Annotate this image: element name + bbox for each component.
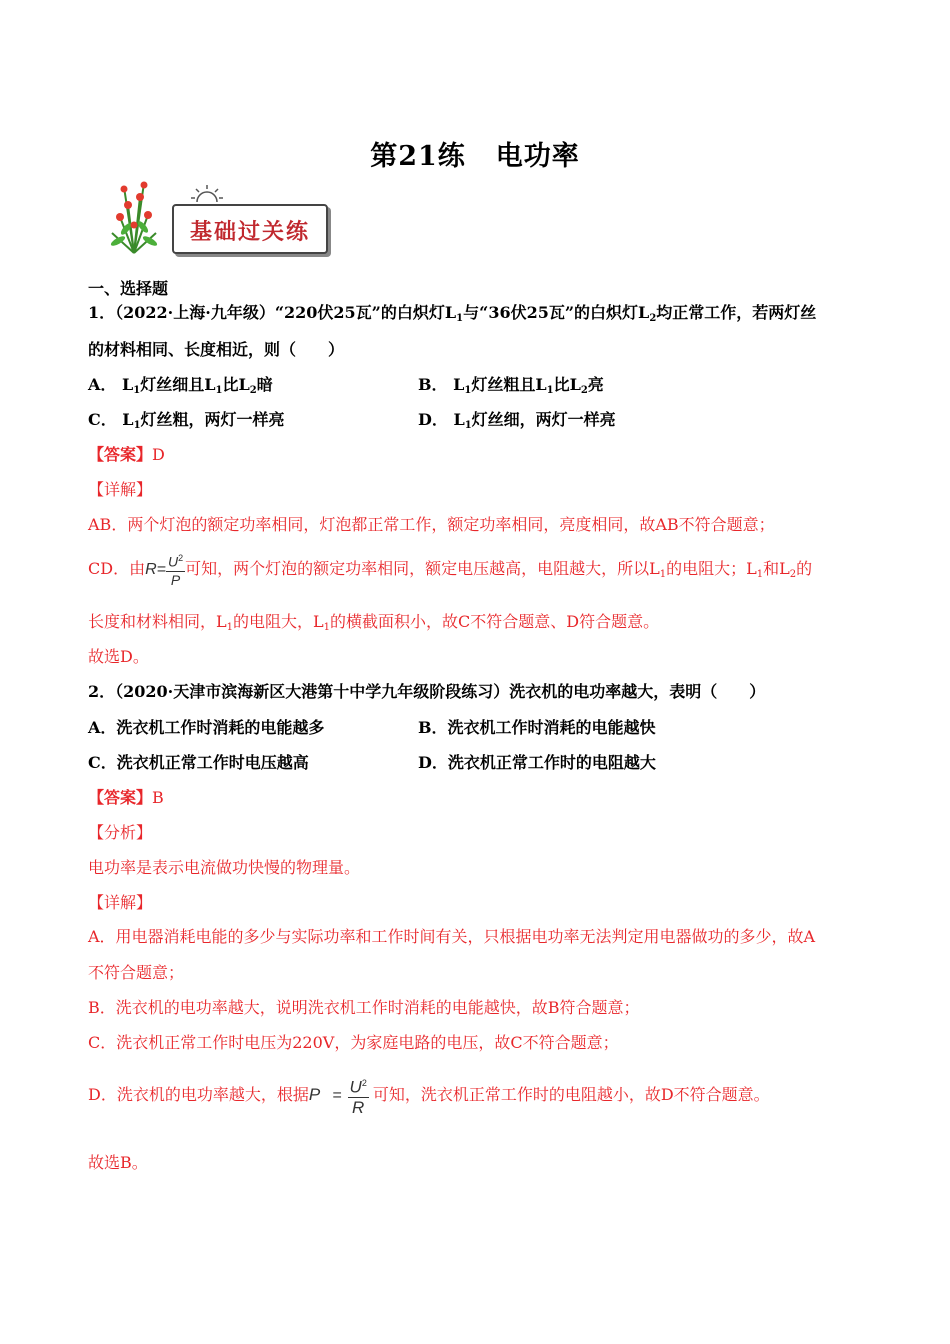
q2-analysis: 电功率是表示电流做功快慢的物理量。 (88, 858, 361, 877)
q1-option-c: C． $L_1$灯丝粗，两灯一样亮 (88, 410, 285, 431)
q2-option-a: A．洗衣机工作时消耗的电能越多 (88, 718, 325, 737)
q2-explanation-c: C．洗衣机正常工作时电压为220V，为家庭电路的电压，故C不符合题意； (88, 1033, 619, 1052)
q2-explanation-a1: A．用电器消耗电能的多少与实际功率和工作时间有关，只根据电功率无法判定用电器做功的多少，故A (88, 927, 816, 946)
banner-flower-icon (98, 175, 170, 255)
formula-fraction: $\frac{U^2}{P}$ (166, 550, 185, 589)
banner-sun-icon (190, 184, 224, 204)
formula-p: P (308, 1085, 321, 1104)
q1-explanation-1: AB．两个灯泡的额定功率相同，灯泡都正常工作，额定功率相同，亮度相同，故AB不符合题意； (88, 515, 775, 534)
q1-option-a: A． $L_1$灯丝细且$L_1$比$L_2$暗 (88, 375, 273, 396)
q2-explanation-a2: 不符合题意； (88, 963, 185, 982)
q2-option-c: C．洗衣机正常工作时电压越高 (88, 753, 309, 772)
page-title: 第21练 电功率 (370, 141, 580, 172)
q1-stem: 1．（2022·上海·九年级）“220伏25瓦”的白炽灯$L_1$与“36伏25瓦”的白炽灯$L_2$均正常工作，若两灯丝 (88, 303, 817, 324)
q2-detail-tag: 【详解】 (88, 893, 153, 912)
q1-explanation-3: 长度和材料相同，$L_1$的电阻大，$L_1$的横截面积小，故C不符合题意、D符合题意。 (88, 612, 660, 633)
q2-option-b: B．洗衣机工作时消耗的电能越快 (418, 718, 656, 737)
q2-analysis-tag: 【分析】 (88, 823, 153, 842)
q1-conclusion: 故选D。 (88, 647, 149, 666)
q2-explanation-b: B．洗衣机的电功率越大，说明洗衣机工作时消耗的电能越快，故B符合题意； (88, 998, 640, 1017)
formula-fraction-2: $\frac{U^2}{R}$ (348, 1073, 369, 1119)
q2-stem: 2．（2020·天津市滨海新区大港第十中学九年级阶段练习）洗衣机的电功率越大，表明（ ） (88, 682, 766, 701)
q1-option-b: B． $L_1$灯丝粗且$L_1$比$L_2$亮 (418, 375, 604, 396)
q1-option-d: D． $L_1$灯丝细，两灯一样亮 (418, 410, 616, 431)
formula-r: R (145, 561, 157, 578)
q2-answer: 【答案】B (88, 788, 164, 807)
banner-label: 基础过关练 (189, 219, 310, 245)
q1-detail-tag: 【详解】 (88, 480, 153, 499)
banner-sign (172, 204, 328, 254)
q2-explanation-d: D．洗衣机的电功率越大，根据P = $\frac{U^2}{R}$ 可知，洗衣机正常工作时的电阻越小，故D不符合题意。 (88, 1070, 770, 1121)
q1-answer: 【答案】D (88, 445, 165, 464)
section-heading: 一、选择题 (88, 279, 169, 298)
q1-explanation-2: CD．由R= $\frac{U^2}{P}$ 可知，两个灯泡的额定功率相同，额定电压越高，电阻越大，所以$L_1$的电阻大；$L_1$和$L_2$的 (88, 547, 812, 597)
q2-option-d: D．洗衣机正常工作时的电阻越大 (418, 753, 656, 772)
q2-conclusion: 故选B。 (88, 1153, 148, 1172)
q1-stem-line2: 的材料相同、长度相近，则（ ） (88, 340, 345, 359)
